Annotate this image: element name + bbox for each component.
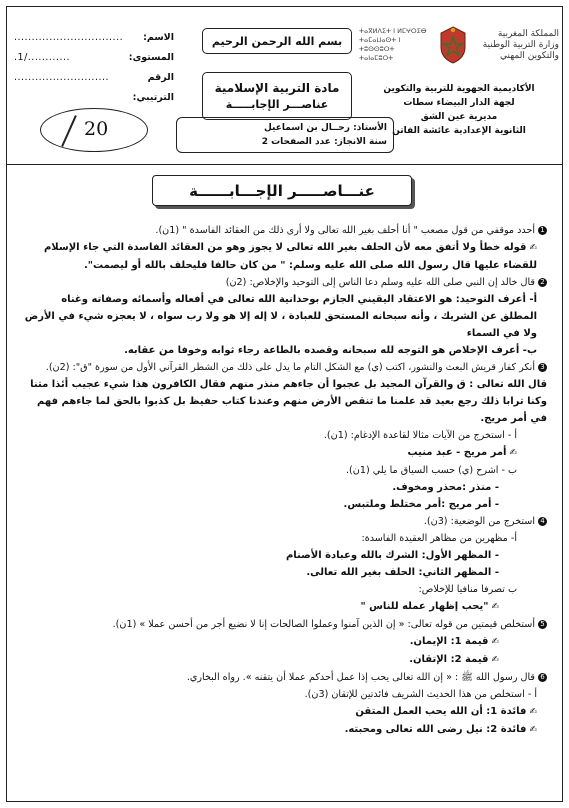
question-3b: ب - اشرح (ي) حسب السياق ما يلي (1ن). xyxy=(346,465,517,476)
circle-number-icon: 4 xyxy=(538,517,547,526)
pen-icon: ✍ xyxy=(491,637,499,647)
answer-4a-1: - المظهر الأول: الشرك بالله وعبادة الأصنام xyxy=(285,550,499,561)
answer-2a: أ- أعرف التوحيد: هو الاعتقاد اليقيني الجازم بوحدانية الله تعالى في أفعاله وأسمائه وصفاته وغناه المطلق عن الشريك ، وأنه سبحانه المستحق للعبادة ، لا إله إلا هو ولا رب سواه ، لا يعجزه شيء في الأرض ولا في السماء xyxy=(24,294,537,339)
answer-3b-2: - أمر مريج :أمر مختلط وملتبس. xyxy=(343,499,499,510)
pen-icon: ✍ xyxy=(529,707,537,717)
bismillah-box: بسم الله الرحمن الرحيم xyxy=(202,28,352,54)
teacher-box xyxy=(176,117,394,153)
answer-3a: ✍أمر مريج - عبد منيب xyxy=(407,447,517,458)
subject-box xyxy=(202,72,352,120)
answer-1: ✍قوله خطأ ولا أتفق معه لأن الحلف بغير الله تعالى لا يجوز وهو من العقائد الفاسدة التي جاء الإسلام للقضاء عليها قال رسول الله صلى الله عليه وسلم: " من كان حالفا فليحلف بالله أو ليصمت". xyxy=(43,242,537,271)
pen-icon: ✍ xyxy=(491,602,499,612)
answer-key xyxy=(23,222,547,739)
coat-of-arms-icon xyxy=(436,25,470,65)
circle-number-icon: 6 xyxy=(538,673,547,682)
level-label: المستوى: xyxy=(128,52,174,63)
answer-5b: ✍قيمة 2: الإتقان. xyxy=(409,654,499,665)
region-name: لجهة الدار البيضاء سطات xyxy=(403,98,515,108)
question-5: 5أستخلص قيمتين من قوله تعالى: « إن الذين آمنوا وعملوا الصالحات إنا لا نضيع أجر من أحسن عملا » (1ن). xyxy=(23,616,547,633)
circle-number-icon: 5 xyxy=(538,620,547,629)
question-4b: ب تصرفا منافيا للإخلاص: xyxy=(418,584,517,595)
header-divider xyxy=(6,164,563,165)
level-field[interactable] xyxy=(14,48,174,68)
circle-number-icon: 1 xyxy=(538,226,547,235)
name-dots: ............................... xyxy=(14,32,124,43)
pen-icon: ✍ xyxy=(491,655,499,665)
answer-4a-2: - المظهر الثاني: الحلف بغير الله تعالى. xyxy=(306,567,499,578)
directorate-name: مديرية عين الشق xyxy=(420,112,498,122)
answer-3: قال الله تعالى : ق والقرآن المجيد بل عجبوا أن جاءهم منذر منهم فقال الكافرون هذا شيء عجيب أئذا متنا وكنا ترابا ذلك رجع بعيد قد علمنا ما تنقص الأرض منهم وعندنا كتاب حفيظ بل كذبوا بالحق لما جاءهم فهم في أمر مريج. xyxy=(30,379,547,424)
academy-name: الأكاديمية الجهوية للتربية والتكوين xyxy=(383,84,535,94)
pen-icon: ✍ xyxy=(529,243,537,253)
number-label: الرقم الترتيبي: xyxy=(132,72,174,103)
school-name: الثانوية الإعدادية عائشة الفاتن xyxy=(392,126,526,136)
circle-number-icon: 3 xyxy=(538,363,547,372)
question-4a: أ- مظهرين من مظاهر العقيدة الفاسدة: xyxy=(361,533,517,544)
question-1: 1أحدد موقفي من قول مصعب " أنا أحلف بغير الله تعالى ولا أرى ذلك من العقائد الفاسدة " (1ن). xyxy=(23,222,547,239)
question-4: 4استخرج من الوضعية: (3ن). xyxy=(23,513,547,530)
subject-subtitle: عناصـــر الإجابـــــة xyxy=(225,98,329,111)
name-label: الاسم: xyxy=(143,32,174,43)
question-6a: أ - استخلص من هذا الحديث الشريف فائدتين للإتقان (3ن). xyxy=(304,689,537,700)
question-3a: أ - استخرج من الآيات مثالا لقاعدة الإدغام: (1ن). xyxy=(323,430,517,441)
answer-2b: ب- أعرف الإخلاص هو التوجه لله سبحانه وقصده بالطاعة رجاء ثوابه وخوفا من عقابه. xyxy=(124,345,537,356)
question-3: 3أنكر كفار قريش البعث والنشور، اكتب (ي) مع الشكل التام ما يدل على ذلك من الشطر القرآني الأول من سورة "ق": (2ن). xyxy=(23,359,547,376)
circle-number-icon: 2 xyxy=(538,278,547,287)
answer-5a: ✍قيمة 1: الإيمان. xyxy=(409,636,499,647)
answer-6a: ✍فائدة 1: أن الله يحب العمل المتقن xyxy=(355,706,537,717)
answer-6b: ✍فائدة 2: نيل رضى الله تعالى ومحبته. xyxy=(344,724,537,735)
score-total: 20 xyxy=(84,118,109,140)
subject-name: مادة التربية الإسلامية xyxy=(214,81,340,95)
number-dots: ........................... xyxy=(14,72,110,83)
pen-icon: ✍ xyxy=(509,448,517,458)
question-6: 6قال رسول الله ﷺ : « إن الله تعالى يحب إذا عمل أحدكم عملا أن يتقنه ». رواه البخاري. xyxy=(23,669,547,686)
page-title: عنـــاصـــــر الإجـــابــــــة xyxy=(152,175,412,206)
ministry-name-arabic: المملكة المغربية وزارة التربية الوطنية والتكوين المهني xyxy=(482,28,559,61)
student-fields xyxy=(14,28,174,103)
answer-3b-1: - منذر :محذر ومخوف. xyxy=(392,482,499,493)
answer-4b: ✍"يحب إظهار عمله للناس " xyxy=(360,601,499,612)
name-field[interactable] xyxy=(14,28,174,48)
ministry-name-tifinagh: ⵜⴰⴳⵍⴷⵉⵜ ⵏ ⵍⵎⵖⵔⵉⴱ ⵜⴰⵎⴰⵡⴰⵙⵜ ⵏ ⵜⵓⵙⵙⵓⵔⵜ ⵜⴰⵏⴰⵎⵓⵔⵜ xyxy=(359,27,427,62)
number-field[interactable] xyxy=(14,68,174,108)
level-dots: ............/1. xyxy=(14,52,71,63)
exam-year: سنة الانجاز: عدد الصفحات 2 xyxy=(261,137,387,147)
teacher-name: الأستاذ: رحــال بن اسماعيل xyxy=(264,123,387,133)
pen-icon: ✍ xyxy=(529,725,537,735)
question-2: 2قال خالد إن النبي صلى الله عليه وسلم دعا الناس إلى التوحيد والإخلاص: (2ن) xyxy=(23,274,547,291)
